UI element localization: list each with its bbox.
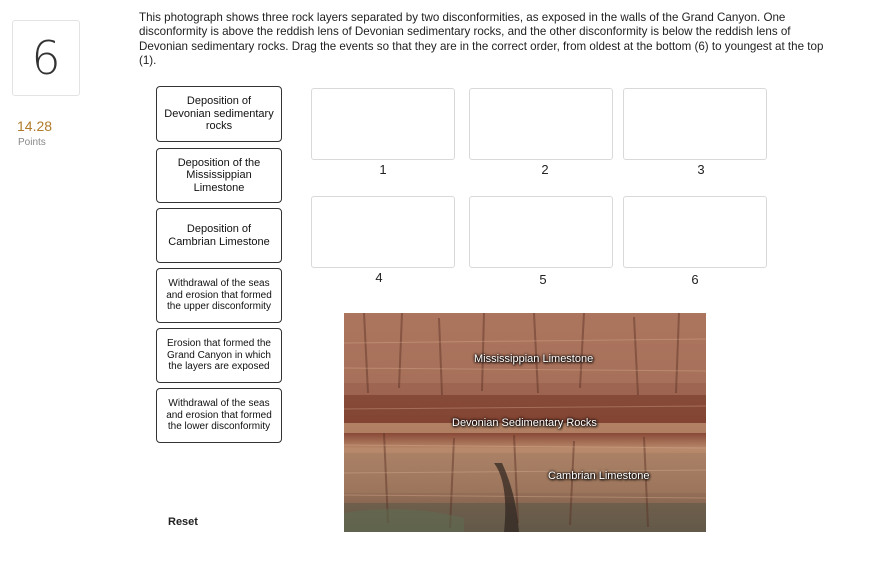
drag-card-upper-disconformity[interactable] bbox=[156, 268, 282, 323]
photo-label-mississippian: Mississippian Limestone bbox=[474, 353, 594, 365]
drop-slot-6[interactable] bbox=[623, 196, 767, 268]
drop-slot-4[interactable] bbox=[311, 196, 455, 268]
slot-label-5: 5 bbox=[539, 272, 547, 287]
drag-card-cambrian-deposition[interactable] bbox=[156, 208, 282, 263]
drag-card-lower-disconformity[interactable] bbox=[156, 388, 282, 443]
question-prompt: This photograph shows three rock layers separated by two disconformities, as exposed in the walls of the Grand Canyon. One disconformity is above the reddish lens of Devonian sedimentary rocks, and the other disconformity is below the reddish lens of Devonian sedimentary rocks. Drag the events so that they are in the correct order, from oldest at the bottom (6) to youngest at the top (1). bbox=[139, 11, 824, 67]
question-number: 6 bbox=[31, 31, 61, 85]
slot-label-2: 2 bbox=[541, 162, 549, 177]
drop-slot-5[interactable] bbox=[469, 196, 613, 268]
slot-label-1: 1 bbox=[379, 162, 387, 177]
photo-label-cambrian: Cambrian Limestone bbox=[548, 470, 650, 482]
drop-slot-2[interactable] bbox=[469, 88, 613, 160]
slot-label-4: 4 bbox=[375, 270, 383, 285]
points-label: Points bbox=[18, 137, 46, 148]
points-value: 14.28 bbox=[17, 118, 53, 134]
drop-slot-3[interactable] bbox=[623, 88, 767, 160]
card-label: Withdrawal of the seas and erosion that formed the lower disconformity bbox=[166, 398, 272, 433]
card-label: Erosion that formed the Grand Canyon in which the layers are exposed bbox=[167, 338, 271, 373]
reset-button[interactable]: Reset bbox=[168, 516, 198, 528]
drag-card-canyon-erosion[interactable] bbox=[156, 328, 282, 383]
card-label: Deposition of the Mississippian Limestone bbox=[177, 156, 261, 194]
card-label: Withdrawal of the seas and erosion that formed the upper disconformity bbox=[166, 278, 272, 313]
drag-card-devonian-deposition[interactable] bbox=[156, 86, 282, 142]
photo-label-devonian: Devonian Sedimentary Rocks bbox=[452, 417, 597, 429]
question-number-box bbox=[12, 20, 80, 96]
card-label: Deposition of Devonian sedimentary rocks bbox=[164, 95, 274, 133]
grand-canyon-photo bbox=[344, 313, 706, 532]
card-label: Deposition of Cambrian Limestone bbox=[168, 222, 270, 248]
drag-card-mississippian-deposition[interactable] bbox=[156, 148, 282, 203]
slot-label-3: 3 bbox=[697, 162, 705, 177]
drop-slot-1[interactable] bbox=[311, 88, 455, 160]
slot-label-6: 6 bbox=[691, 272, 699, 287]
